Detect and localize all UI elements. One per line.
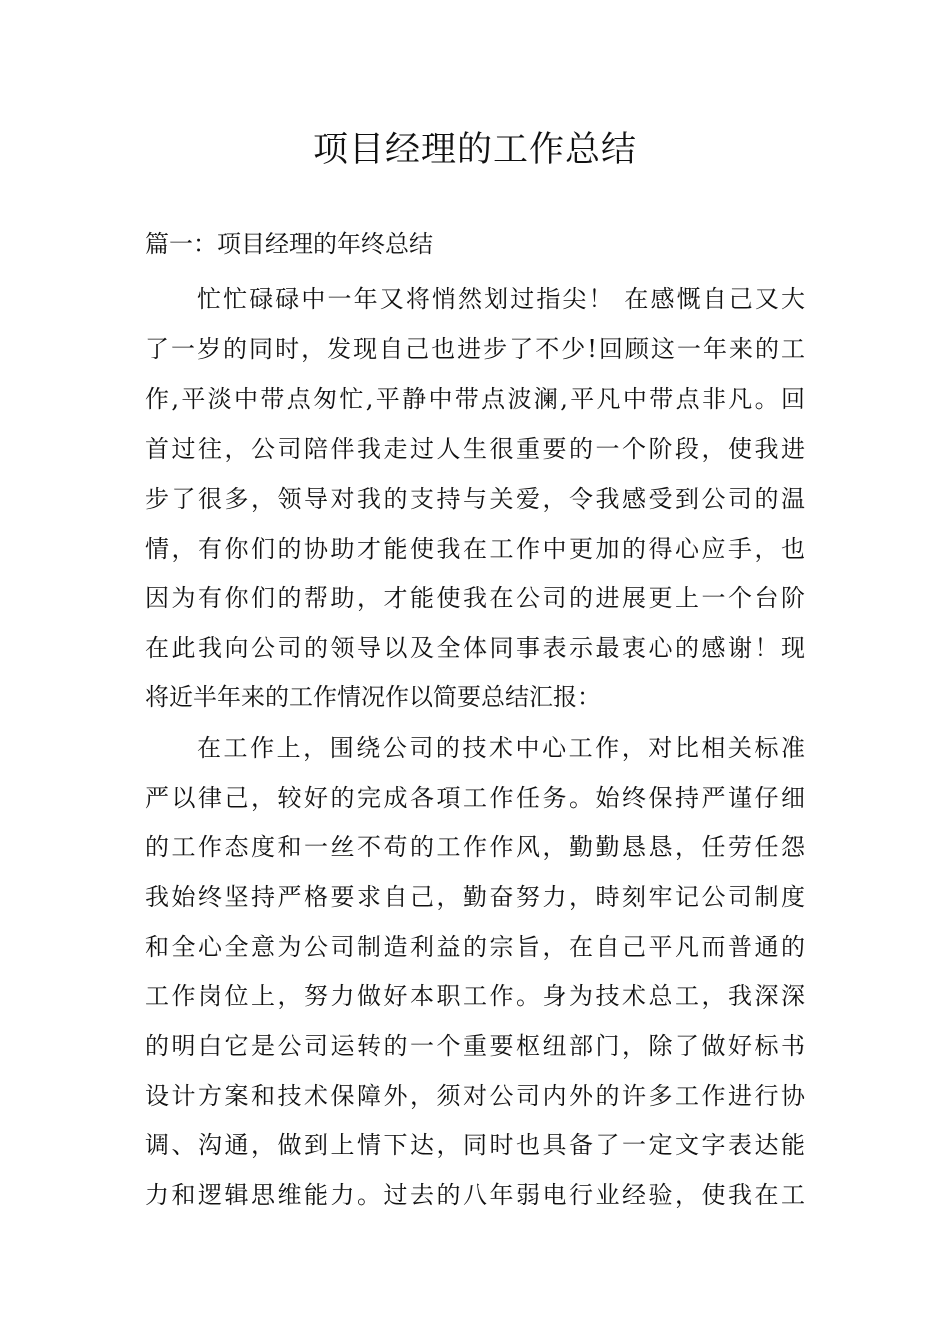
paragraph-line: 作,平淡中带点匆忙,平静中带点波澜,平凡中带点非凡。回 (145, 385, 805, 413)
paragraph-line: 严以律己，较好的完成各項工作任务。始终保持严谨仔细 (145, 784, 805, 812)
document-title: 项目经理的工作总结 (312, 130, 637, 170)
paragraph-line: 的明白它是公司运转的一个重要枢纽部门，除了做好标书 (145, 1032, 805, 1060)
paragraph-line: 了一岁的同时，发现自己也进步了不少!回顾这一年来的工 (145, 335, 805, 363)
paragraph-line: 设计方案和技术保障外，须对公司内外的许多工作进行协 (145, 1082, 805, 1110)
paragraph-line: 将近半年来的工作情况作以简要总结汇报： (145, 683, 601, 711)
paragraph-line: 调、沟通，做到上情下达，同时也具备了一定文字表达能 (145, 1131, 805, 1159)
paragraph-line: 力和逻辑思维能力。过去的八年弱电行业经验，使我在工 (145, 1181, 805, 1209)
paragraph-line: 我始终坚持严格要求自己，勤奋努力，時刻牢记公司制度 (145, 883, 805, 911)
paragraph-line: 情，有你们的协助才能使我在工作中更加的得心应手，也 (145, 535, 805, 563)
paragraph-line: 首过往，公司陪伴我走过人生很重要的一个阶段，使我进 (145, 435, 805, 463)
paragraph-line: 的工作态度和一丝不苟的工作作风，勤勤恳恳，任劳任怨 (145, 833, 805, 861)
paragraph-line: 工作岗位上，努力做好本职工作。身为技术总工，我深深 (145, 982, 805, 1010)
paragraph-line: 在工作上，围绕公司的技术中心工作，对比相关标准 (197, 734, 805, 762)
paragraph-line: 步了很多，领导对我的支持与关爱，令我感受到公司的温 (145, 485, 805, 513)
paragraph-line: 因为有你们的帮助，才能使我在公司的进展更上一个台阶 (145, 584, 805, 612)
section-heading: 篇一：项目经理的年终总结 (145, 230, 433, 258)
paragraph-line: 和全心全意为公司制造利益的宗旨，在自己平凡而普通的 (145, 933, 805, 961)
paragraph-line: 忙忙碌碌中一年又将悄然划过指尖！ 在感慨自己又大 (197, 285, 805, 313)
paragraph-line: 在此我向公司的领导以及全体同事表示最衷心的感谢！现 (145, 634, 805, 662)
